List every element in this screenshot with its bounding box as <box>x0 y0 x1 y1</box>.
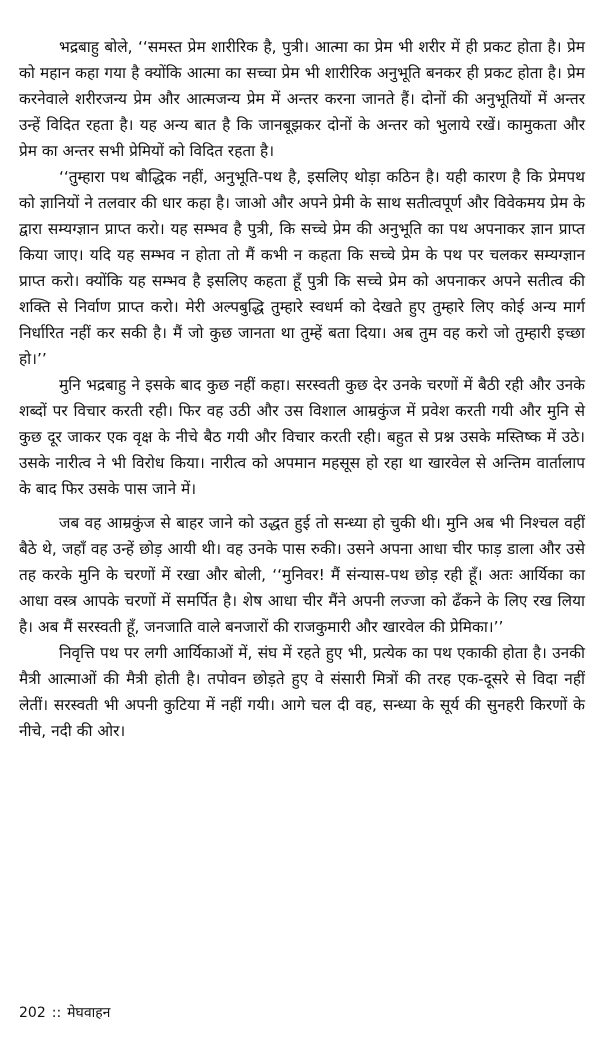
page-footer <box>19 1004 110 1022</box>
page-body <box>19 34 585 744</box>
book-title: मेघवाहन <box>67 1005 111 1021</box>
paragraph-5: निवृत्ति पथ पर लगी आर्यिकाओं में, संघ में रहते हुए भी, प्रत्येक का पथ एकाकी होता है। उनकी मैत्री आत्माओं की मैत्री होती है। तपोवन छोड़ते हुए वे संसारी मित्रों की तरह एक-दूसरे से विदा नहीं लेतीं। सरस्वती भी अपनी कुटिया में नहीं गयी। आगे चल दी वह, सन्ध्या के सूर्य की सुनहरी किरणों के नीचे, नदी की ओर। <box>19 644 585 740</box>
paragraph-2: ‘‘तुम्हारा पथ बौद्धिक नहीं, अनुभूति-पथ है, इसलिए थोड़ा कठिन है। यही कारण है कि प्रेमपथ को ज्ञानियों ने तलवार की धार कहा है। जाओ और अपने प्रेमी के साथ सतीत्वपूर्ण और विवेकमय प्रेम के द्वारा सम्यग्ज्ञान प्राप्त करो। यह सम्भव है पुत्री, कि सच्चे प्रेम की अनुभूति का पथ अपनाकर ज्ञान प्राप्त किया जाए। यदि यह सम्भव न होता तो मैं कभी न कहता कि सच्चे प्रेम के पथ पर चलकर सम्यग्ज्ञान प्राप्त करो। क्योंकि यह सम्भव है इसलिए कहता हूँ पुत्री कि सच्चे प्रेम को अपनाकर अपने सतीत्व की शक्ति से निर्वाण प्राप्त करो। मेरी अल्पबुद्धि तुम्हारे स्वधर्म को देखते हुए तुम्हारे लिए कोई अन्य मार्ग निर्धारित नहीं कर सकी है। मैं जो कुछ जानता था तुम्हें बता दिया। अब तुम वह करो जो तुम्हारी इच्छा हो।’’ <box>19 168 585 368</box>
paragraph-3: मुनि भद्रबाहु ने इसके बाद कुछ नहीं कहा। सरस्वती कुछ देर उनके चरणों में बैठी रही और उनके शब्दों पर विचार करती रही। फिर वह उठी और उस विशाल आम्रकुंज में प्रवेश करती गयी और मुनि से कुछ दूर जाकर एक वृक्ष के नीचे बैठ गयी और विचार करती रही। बहुत से प्रश्न उसके मस्तिष्क में उठे। उसके नारीत्व ने भी विरोध किया। नारीत्व को अपमान महसूस हो रहा था खारवेल से अन्तिम वार्तालाप के बाद फिर उसके पास जाने में। <box>19 376 585 498</box>
paragraph-4: जब वह आम्रकुंज से बाहर जाने को उद्धत हुई तो सन्ध्या हो चुकी थी। मुनि अब भी निश्चल वहीं बैठे थे, जहाँ वह उन्हें छोड़ आयी थी। वह उनके पास रुकी। उसने अपना आधा चीर फाड़ डाला और उसे तह करके मुनि के चरणों में रखा और बोली, ‘‘मुनिवर! मैं संन्यास-पथ छोड़ रही हूँ। अतः आर्यिका का आधा वस्त्र आपके चरणों में समर्पित है। शेष आधा चीर मैंने अपनी लज्जा को ढँकने के लिए रख लिया है। अब मैं सरस्वती हूँ, जनजाति वाले बनजारों की राजकुमारी और खारवेल की प्रेमिका।’’ <box>19 514 585 636</box>
footer-separator: :: <box>51 1005 62 1021</box>
paragraph-1: भद्रबाहु बोले, ‘‘समस्त प्रेम शारीरिक है, पुत्री। आत्मा का प्रेम भी शरीर में ही प्रकट होता है। प्रेम को महान कहा गया है क्योंकि आत्मा का सच्चा प्रेम भी शारीरिक अनुभूति बनकर ही प्रकट होता है। प्रेम करनेवाले शरीरजन्य प्रेम और आत्मजन्य प्रेम में अन्तर करना जानते हैं। दोनों की अनुभूतियों में अन्तर उन्हें विदित रहता है। यह अन्य बात है कि जानबूझकर दोनों के अन्तर को भुलाये रखें। कामुकता और प्रेम का अन्तर सभी प्रेमियों को विदित रहता है। <box>19 38 585 160</box>
page-number: 202 <box>19 1005 46 1021</box>
